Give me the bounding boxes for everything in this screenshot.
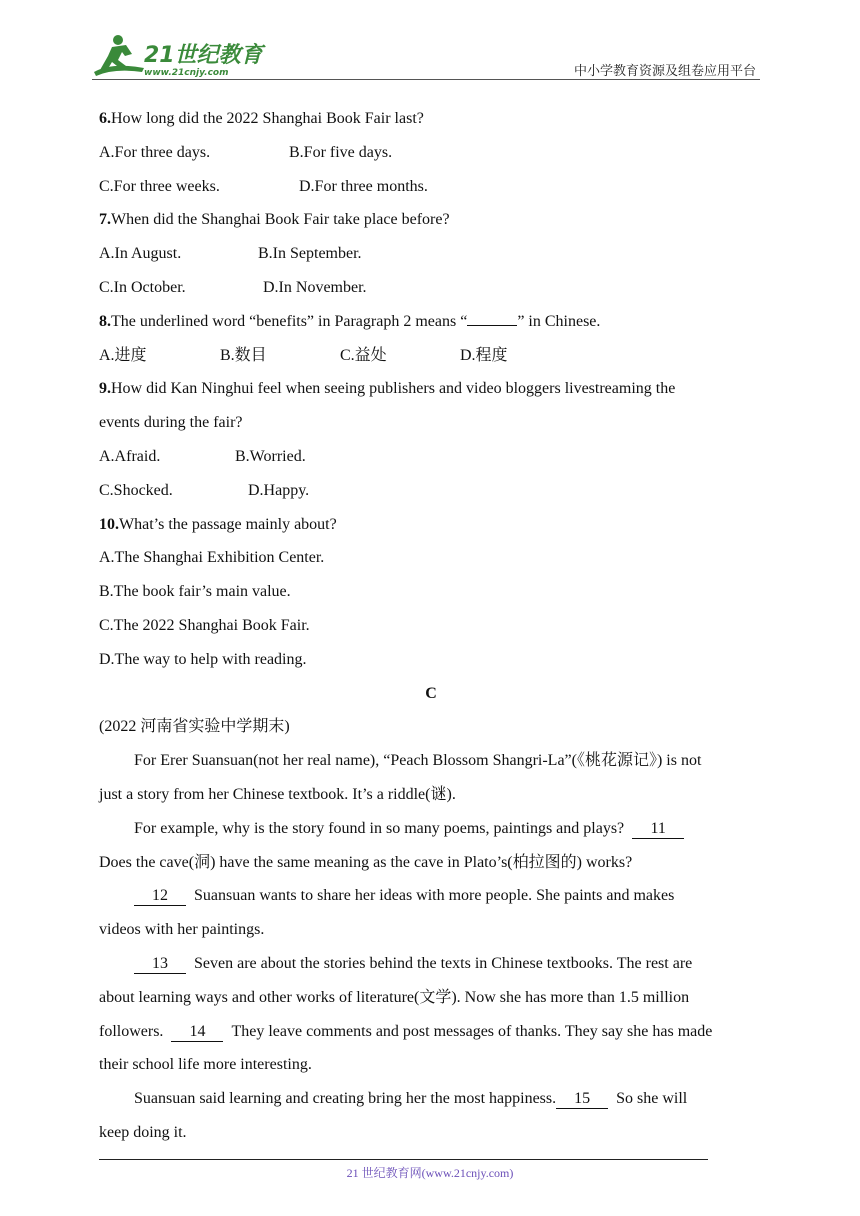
answer-blank-15: 15 xyxy=(556,1090,608,1109)
question-number: 6. xyxy=(99,110,111,127)
passage-line: Does the cave(洞) have the same meaning as the cave in Plato’s(柏拉图的) works? xyxy=(99,853,633,871)
answer-blank xyxy=(467,325,517,326)
option-b: B.Worried. xyxy=(235,447,306,465)
option-c: C.益处 xyxy=(340,346,387,364)
footer-text[interactable]: 21 世纪教育网(www.21cnjy.com) xyxy=(346,1166,514,1180)
option-d: D.程度 xyxy=(460,346,508,364)
answer-blank-14: 14 xyxy=(171,1023,223,1042)
question-10 xyxy=(99,508,763,542)
passage-line xyxy=(99,1082,763,1116)
passage-text: Seven are about the stories behind the texts in Chinese textbooks. The rest are xyxy=(194,954,693,972)
option-b: B.In September. xyxy=(258,245,362,263)
passage-line: their school life more interesting. xyxy=(99,1056,312,1074)
option-d: D.The way to help with reading. xyxy=(99,650,307,668)
passage-line xyxy=(99,1015,763,1049)
question-7 xyxy=(99,203,763,237)
question-text: When did the Shanghai Book Fair take place before? xyxy=(111,211,450,229)
options-row xyxy=(99,136,763,170)
page-header xyxy=(92,30,760,80)
question-text: The underlined word “benefits” in Paragraph 2 means “ xyxy=(111,312,468,330)
logo-url: www.21cnjy.com xyxy=(144,68,229,78)
question-number: 7. xyxy=(99,211,111,229)
question-9-cont: events during the fair? xyxy=(99,414,243,432)
answer-blank-11: 11 xyxy=(632,820,684,839)
section-source: (2022 河南省实验中学期末) xyxy=(99,718,290,736)
question-text: What’s the passage mainly about? xyxy=(119,515,337,533)
passage-text: For example, why is the story found in so many poems, paintings and plays? xyxy=(134,819,625,837)
passage-line xyxy=(99,812,763,846)
question-number: 9. xyxy=(99,380,111,398)
logo-text: 21世纪教育 xyxy=(144,43,263,68)
question-9 xyxy=(99,372,763,406)
platform-name: 中小学教育资源及组卷应用平台 xyxy=(573,64,756,79)
option-c: C.The 2022 Shanghai Book Fair. xyxy=(99,616,310,634)
question-number: 8. xyxy=(99,312,111,330)
passage-line: just a story from her Chinese textbook. It’s a riddle(谜). xyxy=(99,785,456,803)
passage-text: followers. xyxy=(99,1022,164,1040)
question-8 xyxy=(99,305,763,339)
option-c: C.For three weeks. xyxy=(99,177,220,195)
section-label: C xyxy=(425,684,437,702)
passage-line: For Erer Suansuan(not her real name), “Peach Blossom Shangri-La”(《桃花源记》) is not xyxy=(134,752,702,770)
question-text: How did Kan Ninghui feel when seeing publishers and video bloggers livestreaming the xyxy=(111,380,676,398)
options-row xyxy=(99,237,763,271)
answer-blank-12: 12 xyxy=(134,887,186,906)
passage-line xyxy=(99,879,763,913)
question-number: 10. xyxy=(99,515,119,533)
passage-text: Suansuan wants to share her ideas with more people. She paints and makes xyxy=(194,887,675,905)
option-a: A.The Shanghai Exhibition Center. xyxy=(99,549,325,567)
option-a: A.Afraid. xyxy=(99,447,161,465)
options-row xyxy=(99,440,763,474)
option-b: B.数目 xyxy=(220,346,267,364)
option-b: B.The book fair’s main value. xyxy=(99,583,291,601)
question-text-end: ” in Chinese. xyxy=(517,312,601,330)
options-row xyxy=(99,339,763,373)
option-d: D.For three months. xyxy=(299,177,428,195)
option-c: C.In October. xyxy=(99,278,186,296)
header-divider xyxy=(92,79,760,80)
document-body xyxy=(99,102,763,1150)
option-b: B.For five days. xyxy=(289,143,393,161)
option-d: D.In November. xyxy=(263,278,367,296)
option-a: A.For three days. xyxy=(99,143,211,161)
passage-text: So she will xyxy=(616,1090,688,1108)
passage-line: videos with her paintings. xyxy=(99,921,265,939)
options-row xyxy=(99,474,763,508)
logo xyxy=(92,32,292,78)
question-text: How long did the 2022 Shanghai Book Fair last? xyxy=(111,110,424,127)
option-d: D.Happy. xyxy=(248,481,310,499)
option-c: C.Shocked. xyxy=(99,481,173,499)
passage-line: keep doing it. xyxy=(99,1123,187,1141)
footer-divider xyxy=(99,1159,708,1160)
question-6 xyxy=(99,102,763,136)
passage-text: Suansuan said learning and creating bring her the most happiness. xyxy=(134,1090,557,1108)
passage-text: They leave comments and post messages of thanks. They say she has made xyxy=(231,1022,713,1040)
passage-line: about learning ways and other works of literature(文学). Now she has more than 1.5 million xyxy=(99,988,690,1006)
option-a: A.进度 xyxy=(99,346,147,364)
options-row xyxy=(99,170,763,204)
options-row xyxy=(99,271,763,305)
passage-line xyxy=(99,947,763,981)
answer-blank-13: 13 xyxy=(134,955,186,974)
option-a: A.In August. xyxy=(99,245,182,263)
